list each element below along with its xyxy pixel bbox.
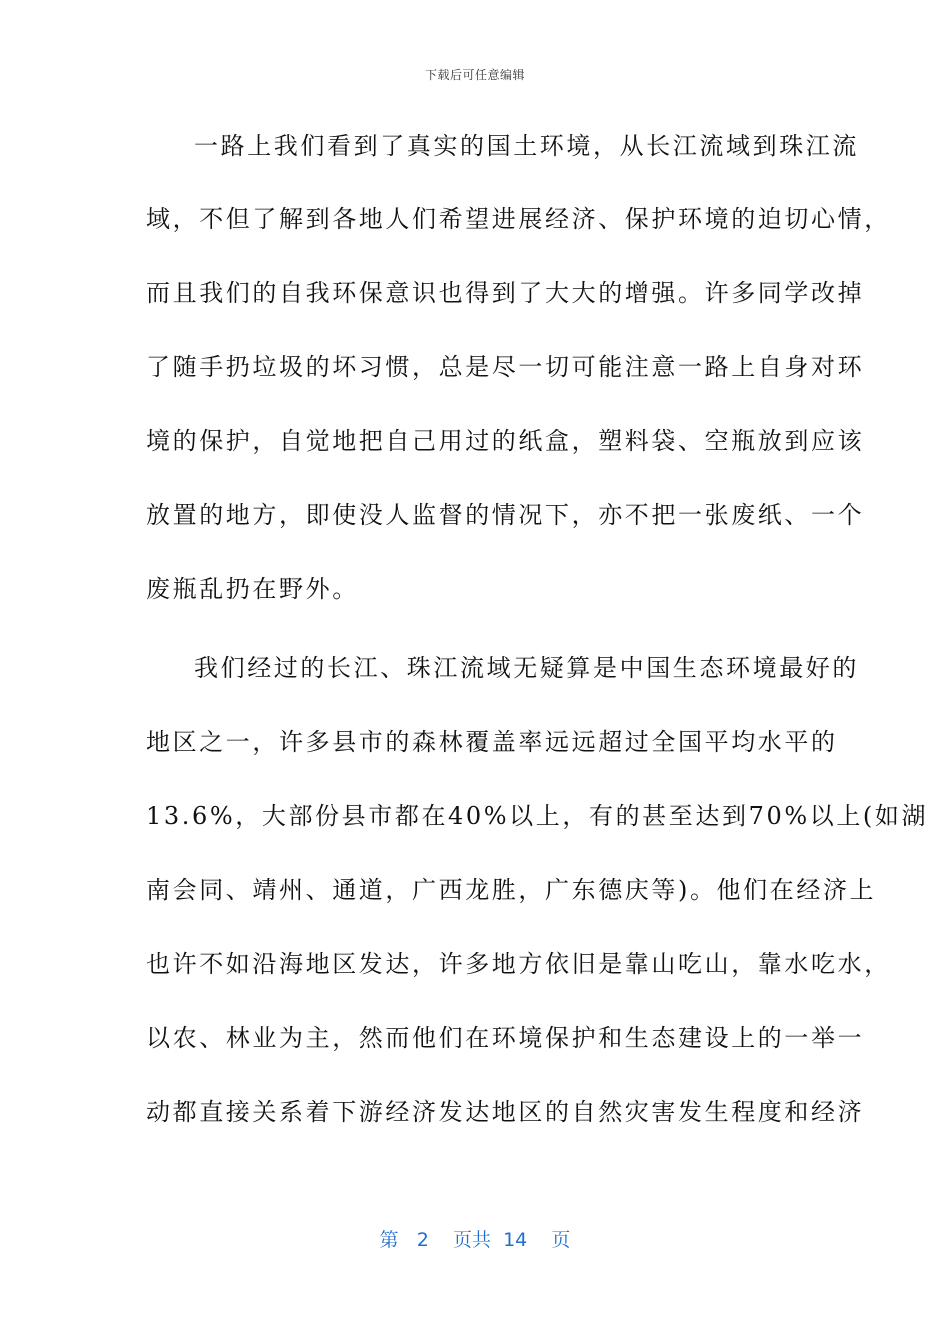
text-line: 地区之一，许多县市的森林覆盖率远远超过全国平均水平的	[146, 728, 838, 756]
text-line: 而且我们的自我环保意识也得到了大大的增强。许多同学改掉	[146, 279, 865, 307]
page-number-footer	[0, 1225, 950, 1252]
page-middle-text: 页共	[452, 1229, 491, 1251]
text-line: 我们经过的长江、珠江流域无疑算是中国生态环境最好的	[194, 654, 859, 682]
text-line: 域，不但了解到各地人们希望进展经济、保护环境的迫切心情，	[146, 205, 891, 233]
text-line: 一路上我们看到了真实的国土环境，从长江流域到珠江流	[194, 132, 859, 160]
page-prefix: 第	[379, 1229, 399, 1251]
text-line: 以农、林业为主，然而他们在环境保护和生态建设上的一举一	[146, 1024, 865, 1052]
text-line: 13.6%，大部份县市都在40%以上，有的甚至达到70%以上(如湖	[146, 802, 929, 830]
text-line: 南会同、靖州、通道，广西龙胜，广东德庆等)。他们在经济上	[146, 876, 877, 904]
total-page-count: 14	[503, 1229, 528, 1251]
text-line: 也许不如沿海地区发达，许多地方依旧是靠山吃山，靠水吃水，	[146, 950, 891, 978]
text-line: 动都直接关系着下游经济发达地区的自然灾害发生程度和经济	[146, 1098, 865, 1126]
text-line: 废瓶乱扔在野外。	[146, 575, 359, 603]
text-line: 放置的地方，即使没人监督的情况下，亦不把一张废纸、一个	[146, 501, 865, 529]
text-line: 了随手扔垃圾的坏习惯，总是尽一切可能注意一路上自身对环	[146, 353, 865, 381]
text-line: 境的保护，自觉地把自己用过的纸盒，塑料袋、空瓶放到应该	[146, 427, 865, 455]
page-suffix: 页	[551, 1229, 571, 1251]
current-page-number: 2	[416, 1229, 429, 1251]
download-note: 下载后可任意编辑	[424, 68, 525, 82]
